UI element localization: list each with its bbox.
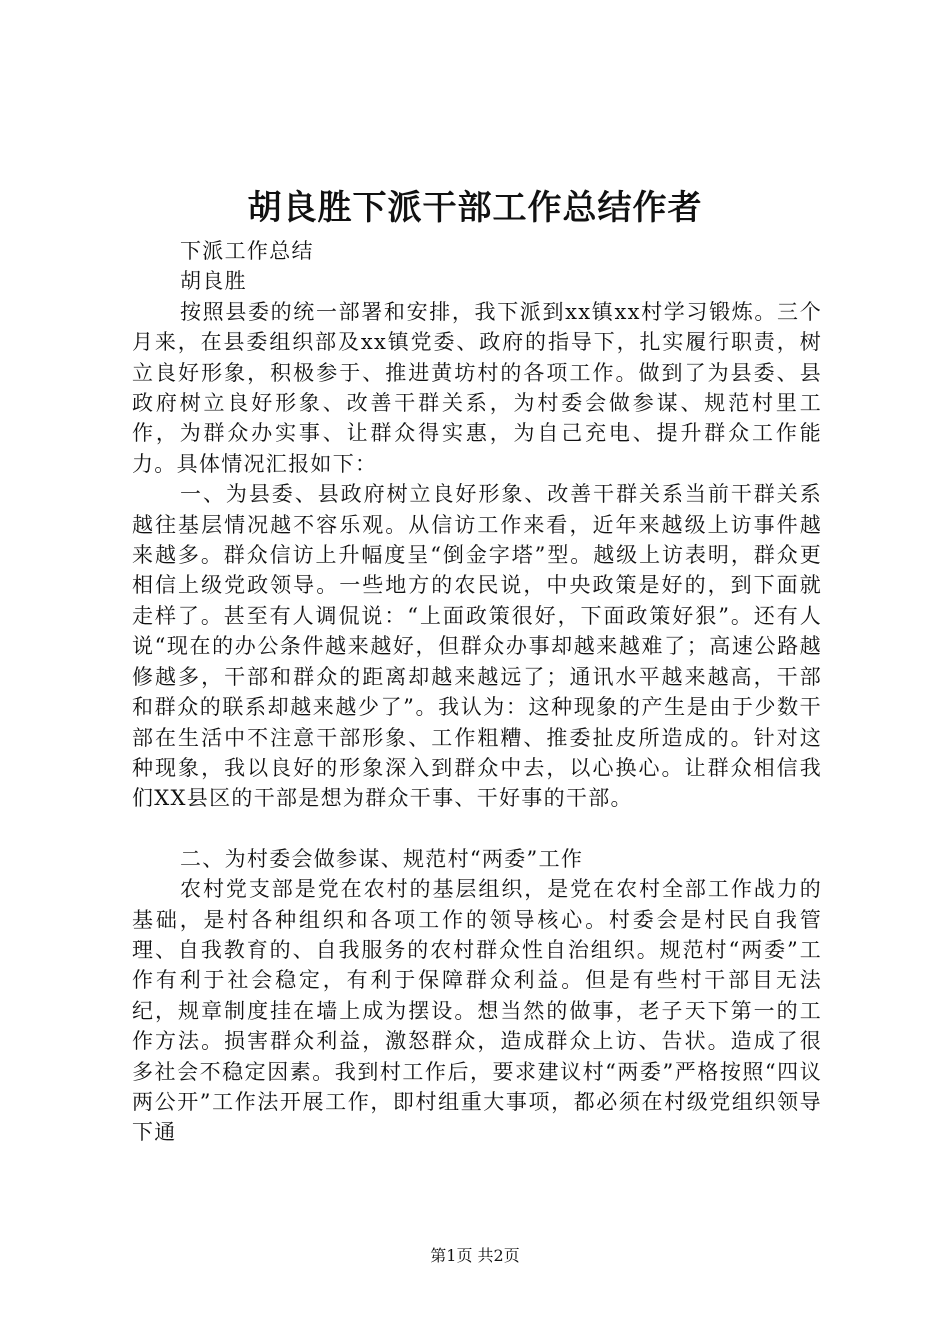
paragraph-section-two: 农村党支部是党在农村的基层组织，是党在农村全部工作战力的基础，是村各种组织和各项工作的领导核心。村委会是村民自我管理、自我教育的、自我服务的农村群众性自治组织。规范村“两委”工作有利于社会稳定，有利于保障群众利益。但是有些村干部目无法纪，规章制度挂在墙上成为摆设。想当然的做事，老子天下第一的工作方法。损害群众利益，激怒群众，造成群众上访、告状。造成了很多社会不稳定因素。我到村工作后，要求建议村“两委”严格按照“四议两公开”工作法开展工作，即村组重大事项，都必须在村级党组织领导下通	[132, 877, 822, 1145]
document-author: 胡良胜	[180, 269, 247, 294]
section-two-heading: 二、为村委会做参谋、规范村“两委”工作	[180, 846, 584, 871]
page-footer: 第1页 共2页	[430, 1246, 520, 1265]
document-subtitle: 下派工作总结	[180, 239, 314, 263]
paragraph-gap	[132, 814, 822, 844]
paragraph-intro: 按照县委的统一部署和安排，我下派到xx镇xx村学习锻炼。三个月来，在县委组织部及xx镇党委、政府的指导下，扎实履行职责，树立良好形象，积极参于、推进黄坊村的各项工作。做到了为县委、县政府树立良好形象、改善干群关系，为村委会做参谋、规范村里工作，为群众办实事、让群众得实惠，为自己充电、提升群众工作能力。具体情况汇报如下：	[132, 299, 822, 476]
document-body	[132, 236, 822, 1148]
document-title: 胡良胜下派干部工作总结作者	[247, 188, 703, 228]
paragraph-section-one: 一、为县委、县政府树立良好形象、改善干群关系当前干群关系越往基层情况越不容乐观。从信访工作来看，近年来越级上访事件越来越多。群众信访上升幅度呈“倒金字塔”型。越级上访表明，群众更相信上级党政领导。一些地方的农民说，中央政策是好的，到下面就走样了。甚至有人调侃说：“上面政策很好，下面政策好狠”。还有人说“现在的办公条件越来越好，但群众办事却越来越难了；高速公路越修越多，干部和群众的距离却越来越远了；通讯水平越来越高，干部和群众的联系却越来越少了”。我认为：这种现象的产生是由于少数干部在生活中不注意干部形象、工作粗糟、推委扯皮所造成的。针对这种现象，我以良好的形象深入到群众中去，以心换心。让群众相信我们XX县区的干部是想为群众干事、干好事的干部。	[132, 482, 822, 811]
